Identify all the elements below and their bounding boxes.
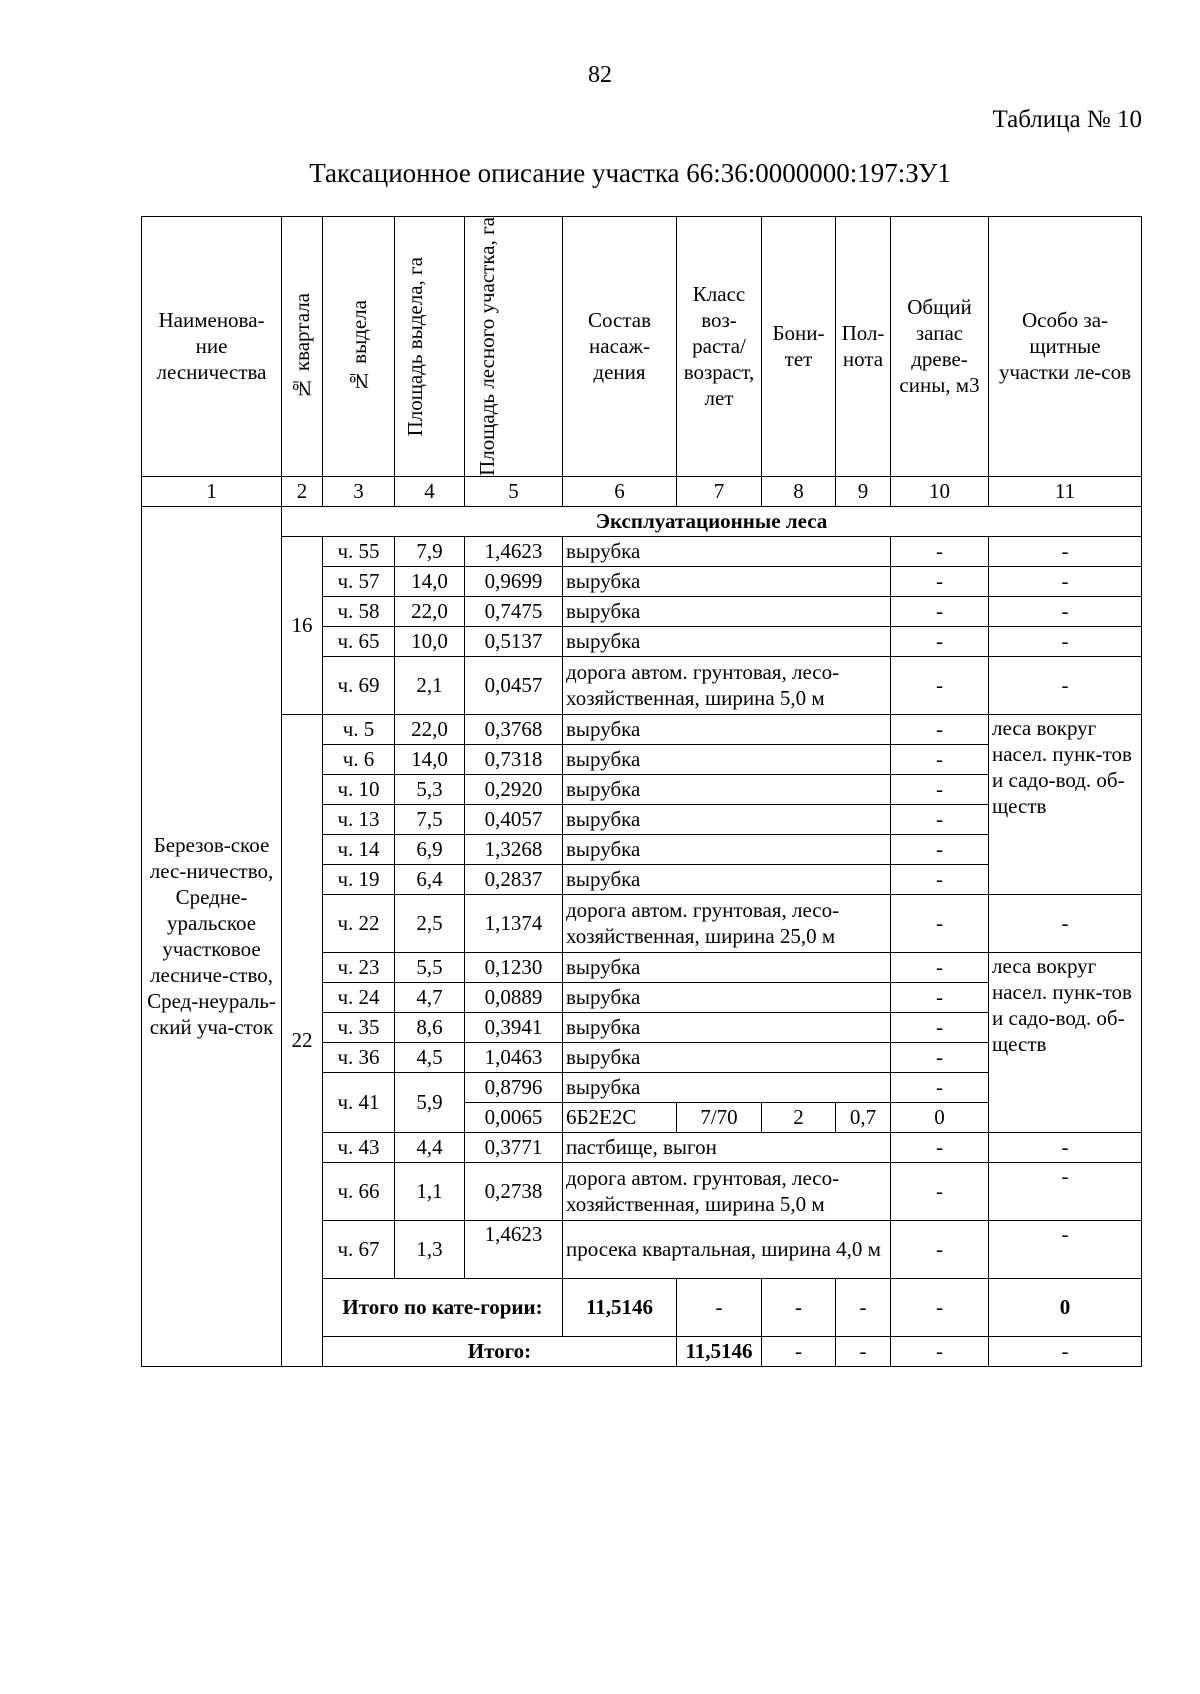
allotment-area-cell: 22,0 (395, 596, 465, 626)
allotment-cell: ч. 24 (323, 982, 395, 1012)
allotment-cell: ч. 5 (323, 714, 395, 744)
description-cell: вырубка (563, 1012, 891, 1042)
wood-stock-cell: - (891, 1132, 989, 1162)
allotment-cell: ч. 36 (323, 1042, 395, 1072)
forest-area-cell: 0,3768 (465, 714, 563, 744)
forest-area-cell: 0,0889 (465, 982, 563, 1012)
header-density: Пол-нота (836, 217, 891, 477)
subtotal-age: - (762, 1278, 836, 1336)
document-title: Таксационное описание участка 66:36:0000000:197:ЗУ1 (309, 158, 951, 188)
bonitet-cell: 2 (762, 1102, 836, 1132)
forest-area-cell: 1,4623 (465, 1220, 563, 1278)
header-forestry-name: Наименова-ние лесничества (142, 217, 282, 477)
allotment-cell: ч. 13 (323, 804, 395, 834)
protective-cell: - (989, 566, 1142, 596)
forest-area-cell: 0,9699 (465, 566, 563, 596)
column-number: 9 (836, 476, 891, 506)
forest-area-cell: 1,3268 (465, 834, 563, 864)
allotment-cell: ч. 22 (323, 894, 395, 952)
allotment-cell: ч. 67 (323, 1220, 395, 1278)
protective-cell: - (989, 596, 1142, 626)
category-title: Эксплуатационные леса (282, 506, 1142, 536)
allotment-cell: ч. 57 (323, 566, 395, 596)
protective-cell: - (989, 626, 1142, 656)
wood-stock-cell: - (891, 864, 989, 894)
allotment-area-cell: 1,1 (395, 1162, 465, 1220)
description-cell: вырубка (563, 626, 891, 656)
protective-cell: - (989, 1220, 1142, 1278)
column-number: 4 (395, 476, 465, 506)
allotment-cell: ч. 19 (323, 864, 395, 894)
wood-stock-cell: - (891, 834, 989, 864)
header-allotment-area: Площадь выдела, га (395, 217, 465, 477)
column-number: 6 (563, 476, 677, 506)
description-cell: пастбище, выгон (563, 1132, 891, 1162)
column-number: 1 (142, 476, 282, 506)
wood-stock-cell: - (891, 596, 989, 626)
wood-stock-cell: - (891, 536, 989, 566)
description-cell: вырубка (563, 566, 891, 596)
column-number-row (142, 476, 1142, 506)
wood-stock-cell: - (891, 1162, 989, 1220)
quarter-cell: 16 (282, 536, 323, 714)
allotment-area-cell: 2,1 (395, 656, 465, 714)
composition-cell: 6Б2Е2С (563, 1102, 677, 1132)
wood-stock-cell: - (891, 714, 989, 744)
subtotal-label: Итого по кате-гории: (323, 1278, 563, 1336)
forest-area-cell: 0,3941 (465, 1012, 563, 1042)
allotment-area-cell: 5,9 (395, 1072, 465, 1132)
forest-area-cell: 0,4057 (465, 804, 563, 834)
allotment-area-cell: 2,5 (395, 894, 465, 952)
allotment-area-cell: 5,3 (395, 774, 465, 804)
wood-stock-cell: - (891, 656, 989, 714)
allotment-area-cell: 7,9 (395, 536, 465, 566)
forest-area-cell: 0,7318 (465, 744, 563, 774)
allotment-area-cell: 14,0 (395, 566, 465, 596)
allotment-area-cell: 4,5 (395, 1042, 465, 1072)
allotment-cell: ч. 58 (323, 596, 395, 626)
total-age: - (836, 1336, 891, 1366)
wood-stock-cell: 0 (891, 1102, 989, 1132)
description-cell: вырубка (563, 834, 891, 864)
wood-stock-cell: - (891, 626, 989, 656)
description-cell: вырубка (563, 804, 891, 834)
total-bonitet: - (891, 1336, 989, 1366)
header-quarter-no: № квартала (282, 217, 323, 477)
header-protective: Особо за-щитные участки ле-сов (989, 217, 1142, 477)
total-forest-area: 11,5146 (677, 1336, 762, 1366)
description-cell: вырубка (563, 744, 891, 774)
allotment-cell: ч. 10 (323, 774, 395, 804)
allotment-area-cell: 4,4 (395, 1132, 465, 1162)
subtotal-composition: - (677, 1278, 762, 1336)
table-row (142, 536, 1142, 566)
wood-stock-cell: - (891, 982, 989, 1012)
forest-area-cell: 1,0463 (465, 1042, 563, 1072)
allotment-area-cell: 1,3 (395, 1220, 465, 1278)
allotment-area-cell: 14,0 (395, 744, 465, 774)
forest-area-cell: 1,4623 (465, 536, 563, 566)
forest-area-cell: 0,5137 (465, 626, 563, 656)
description-cell: вырубка (563, 774, 891, 804)
allotment-area-cell: 6,9 (395, 834, 465, 864)
forest-area-cell: 0,7475 (465, 596, 563, 626)
forest-area-cell: 0,2738 (465, 1162, 563, 1220)
protective-cell: - (989, 1132, 1142, 1162)
column-number: 7 (677, 476, 762, 506)
allotment-cell: ч. 35 (323, 1012, 395, 1042)
column-number: 5 (465, 476, 563, 506)
description-cell: вырубка (563, 596, 891, 626)
column-number: 10 (891, 476, 989, 506)
allotment-cell: ч. 6 (323, 744, 395, 774)
total-composition: - (762, 1336, 836, 1366)
wood-stock-cell: - (891, 804, 989, 834)
header-bonitet: Бони-тет (762, 217, 836, 477)
total-density: - (989, 1336, 1142, 1366)
protective-cell: леса вокруг насел. пунк-тов и садо-вод. об-ществ (989, 952, 1142, 1132)
protective-cell: - (989, 536, 1142, 566)
table-row (142, 714, 1142, 744)
description-cell: вырубка (563, 982, 891, 1012)
wood-stock-cell: - (891, 774, 989, 804)
wood-stock-cell: - (891, 744, 989, 774)
forest-area-cell: 1,1374 (465, 894, 563, 952)
total-label: Итого: (323, 1336, 677, 1366)
protective-cell: - (989, 1162, 1142, 1220)
wood-stock-cell: - (891, 566, 989, 596)
allotment-area-cell: 22,0 (395, 714, 465, 744)
subtotal-wood-stock: 0 (989, 1278, 1142, 1336)
description-cell: просека квартальная, ширина 4,0 м (563, 1220, 891, 1278)
header-allotment-no: № выдела (323, 217, 395, 477)
allotment-cell: ч. 14 (323, 834, 395, 864)
header-row (142, 217, 1142, 477)
subtotal-forest-area: 11,5146 (563, 1278, 677, 1336)
description-cell: вырубка (563, 952, 891, 982)
description-cell: вырубка (563, 1072, 891, 1102)
wood-stock-cell: - (891, 952, 989, 982)
description-cell: вырубка (563, 1042, 891, 1072)
category-row (142, 506, 1142, 536)
allotment-area-cell: 5,5 (395, 952, 465, 982)
column-number: 2 (282, 476, 323, 506)
wood-stock-cell: - (891, 894, 989, 952)
forest-area-cell: 0,1230 (465, 952, 563, 982)
forest-area-cell: 0,2837 (465, 864, 563, 894)
protective-cell: леса вокруг насел. пунк-тов и садо-вод. об-ществ (989, 714, 1142, 894)
column-number: 3 (323, 476, 395, 506)
allotment-area-cell: 7,5 (395, 804, 465, 834)
forest-area-cell: 0,8796 (465, 1072, 563, 1102)
description-cell: вырубка (563, 714, 891, 744)
description-cell: вырубка (563, 536, 891, 566)
allotment-cell: ч. 41 (323, 1072, 395, 1132)
quarter-cell: 22 (282, 714, 323, 1366)
allotment-cell: ч. 55 (323, 536, 395, 566)
header-wood-stock: Общий запас древе-сины, м3 (891, 217, 989, 477)
wood-stock-cell: - (891, 1012, 989, 1042)
table-label: Таблица № 10 (992, 106, 1142, 133)
allotment-cell: ч. 43 (323, 1132, 395, 1162)
column-number: 8 (762, 476, 836, 506)
forest-area-cell: 0,0457 (465, 656, 563, 714)
allotment-cell: ч. 23 (323, 952, 395, 982)
age-class-cell: 7/70 (677, 1102, 762, 1132)
allotment-cell: ч. 69 (323, 656, 395, 714)
wood-stock-cell: - (891, 1042, 989, 1072)
allotment-area-cell: 10,0 (395, 626, 465, 656)
allotment-cell: ч. 65 (323, 626, 395, 656)
taxation-table (141, 216, 1142, 1367)
protective-cell: - (989, 656, 1142, 714)
wood-stock-cell: - (891, 1072, 989, 1102)
page-number: 82 (588, 62, 612, 88)
description-cell: дорога автом. грунтовая, лесо-хозяйственная, ширина 5,0 м (563, 656, 891, 714)
forest-area-cell: 0,2920 (465, 774, 563, 804)
density-cell: 0,7 (836, 1102, 891, 1132)
allotment-area-cell: 4,7 (395, 982, 465, 1012)
protective-cell: - (989, 894, 1142, 952)
column-number: 11 (989, 476, 1142, 506)
allotment-area-cell: 6,4 (395, 864, 465, 894)
forest-area-cell: 0,3771 (465, 1132, 563, 1162)
description-cell: дорога автом. грунтовая, лесо-хозяйственная, ширина 25,0 м (563, 894, 891, 952)
forest-area-cell: 0,0065 (465, 1102, 563, 1132)
description-cell: вырубка (563, 864, 891, 894)
subtotal-density: - (891, 1278, 989, 1336)
header-age-class: Класс воз-раста/ возраст, лет (677, 217, 762, 477)
header-forest-area: Площадь лесного участка, га (465, 217, 563, 477)
forestry-name-cell: Березов-ское лес-ничество, Средне-уральское участковое лесниче-ство, Сред-неураль-ский уча-сток (142, 506, 282, 1366)
description-cell: дорога автом. грунтовая, лесо-хозяйственная, ширина 5,0 м (563, 1162, 891, 1220)
wood-stock-cell: - (891, 1220, 989, 1278)
allotment-cell: ч. 66 (323, 1162, 395, 1220)
header-composition: Состав насаж-дения (563, 217, 677, 477)
subtotal-bonitet: - (836, 1278, 891, 1336)
allotment-area-cell: 8,6 (395, 1012, 465, 1042)
